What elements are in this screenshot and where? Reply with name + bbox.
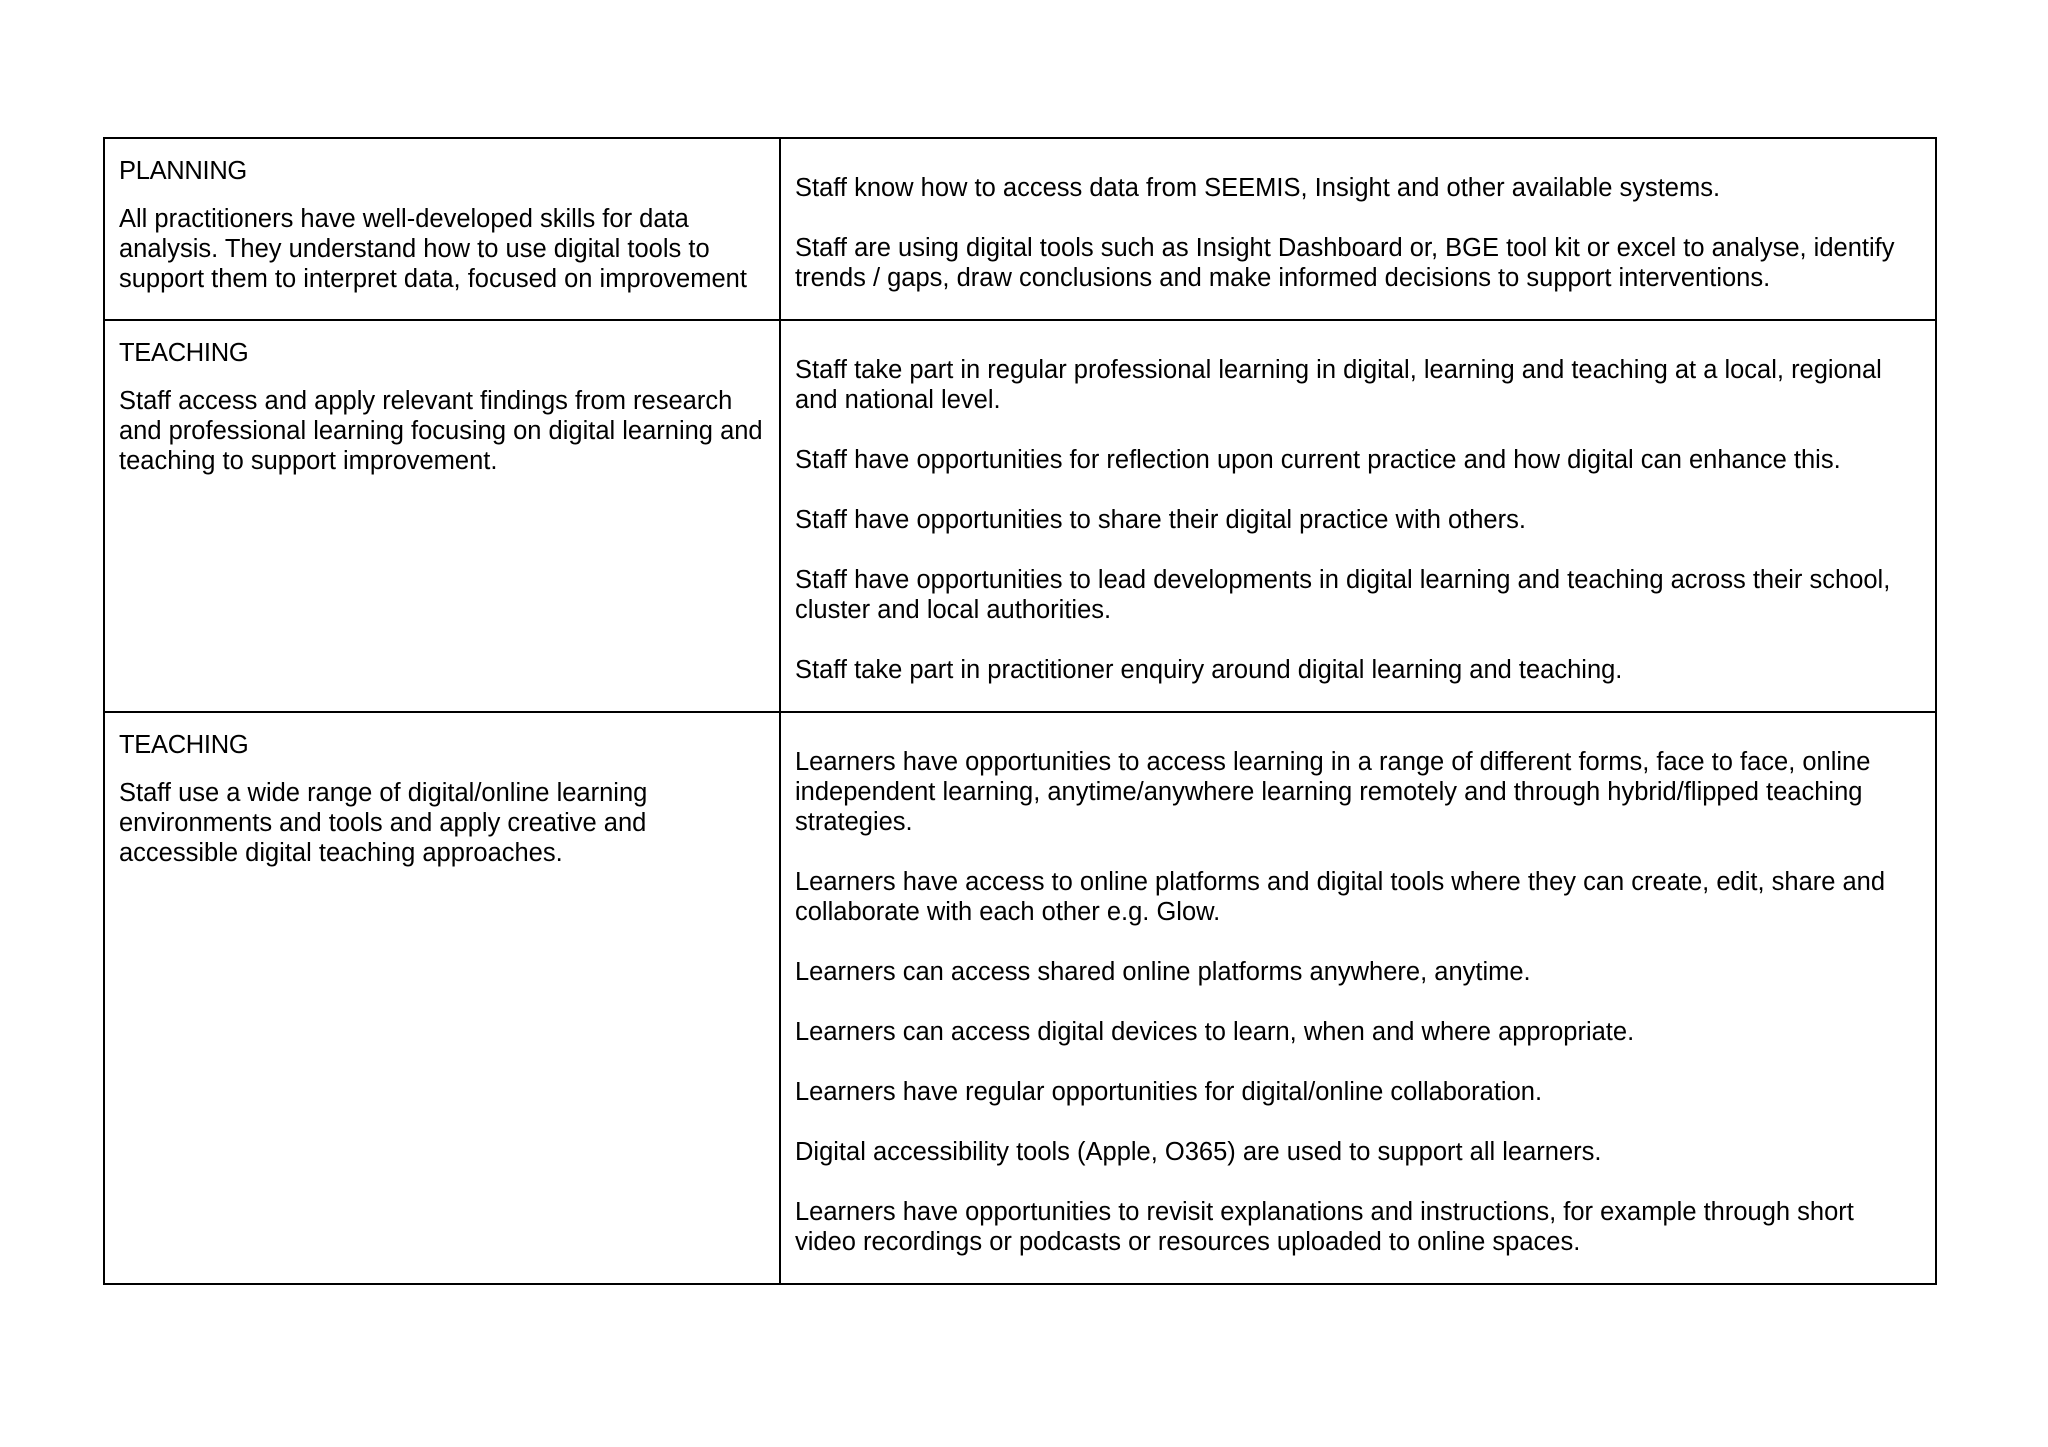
table-row bbox=[104, 320, 1936, 712]
category-heading: TEACHING bbox=[119, 731, 249, 759]
statement-item: Staff are using digital tools such as Insight Dashboard or, BGE tool kit or excel to analyse, identify trends / gaps, draw conclusions and make informed decisions to support interventions. bbox=[795, 234, 1895, 292]
statements-cell bbox=[780, 138, 1936, 320]
category-cell bbox=[104, 320, 780, 712]
statement-item: Staff have opportunities to share their digital practice with others. bbox=[795, 506, 1526, 534]
statements-cell bbox=[780, 320, 1936, 712]
statement-item: Staff have opportunities for reflection upon current practice and how digital can enhance this. bbox=[795, 446, 1841, 474]
statement-item: Staff take part in regular professional learning in digital, learning and teaching at a local, regional and national level. bbox=[795, 356, 1882, 414]
statement-item: Staff have opportunities to lead developments in digital learning and teaching across their school, cluster and local authorities. bbox=[795, 566, 1891, 624]
statements-cell bbox=[780, 712, 1936, 1284]
statement-item: Learners can access digital devices to learn, when and where appropriate. bbox=[795, 1018, 1635, 1046]
statement-item: Staff know how to access data from SEEMIS, Insight and other available systems. bbox=[795, 174, 1721, 202]
category-description: All practitioners have well-developed skills for data analysis. They understand how to use digital tools to support them to interpret data, focused on improvement bbox=[119, 205, 747, 293]
category-cell bbox=[104, 138, 780, 320]
category-heading: PLANNING bbox=[119, 157, 247, 185]
category-description: Staff use a wide range of digital/online learning environments and tools and apply creative and accessible digital teaching approaches. bbox=[119, 779, 648, 867]
table-row bbox=[104, 712, 1936, 1284]
statement-item: Staff take part in practitioner enquiry around digital learning and teaching. bbox=[795, 656, 1623, 684]
category-cell bbox=[104, 712, 780, 1284]
statement-item: Digital accessibility tools (Apple, O365) are used to support all learners. bbox=[795, 1138, 1602, 1166]
category-description: Staff access and apply relevant findings from research and professional learning focusing on digital learning and teaching to support improvement. bbox=[119, 387, 763, 475]
framework-table bbox=[103, 137, 1937, 1285]
statement-item: Learners have opportunities to access learning in a range of different forms, face to face, online independent learning, anytime/anywhere learning remotely and through hybrid/flipped teaching strategies. bbox=[795, 748, 1871, 836]
table-row bbox=[104, 138, 1936, 320]
statement-item: Learners have opportunities to revisit explanations and instructions, for example through short video recordings or podcasts or resources uploaded to online spaces. bbox=[795, 1198, 1854, 1256]
category-heading: TEACHING bbox=[119, 339, 249, 367]
statement-item: Learners can access shared online platforms anywhere, anytime. bbox=[795, 958, 1531, 986]
statement-item: Learners have regular opportunities for digital/online collaboration. bbox=[795, 1078, 1543, 1106]
statement-item: Learners have access to online platforms and digital tools where they can create, edit, share and collaborate with each other e.g. Glow. bbox=[795, 868, 1886, 926]
